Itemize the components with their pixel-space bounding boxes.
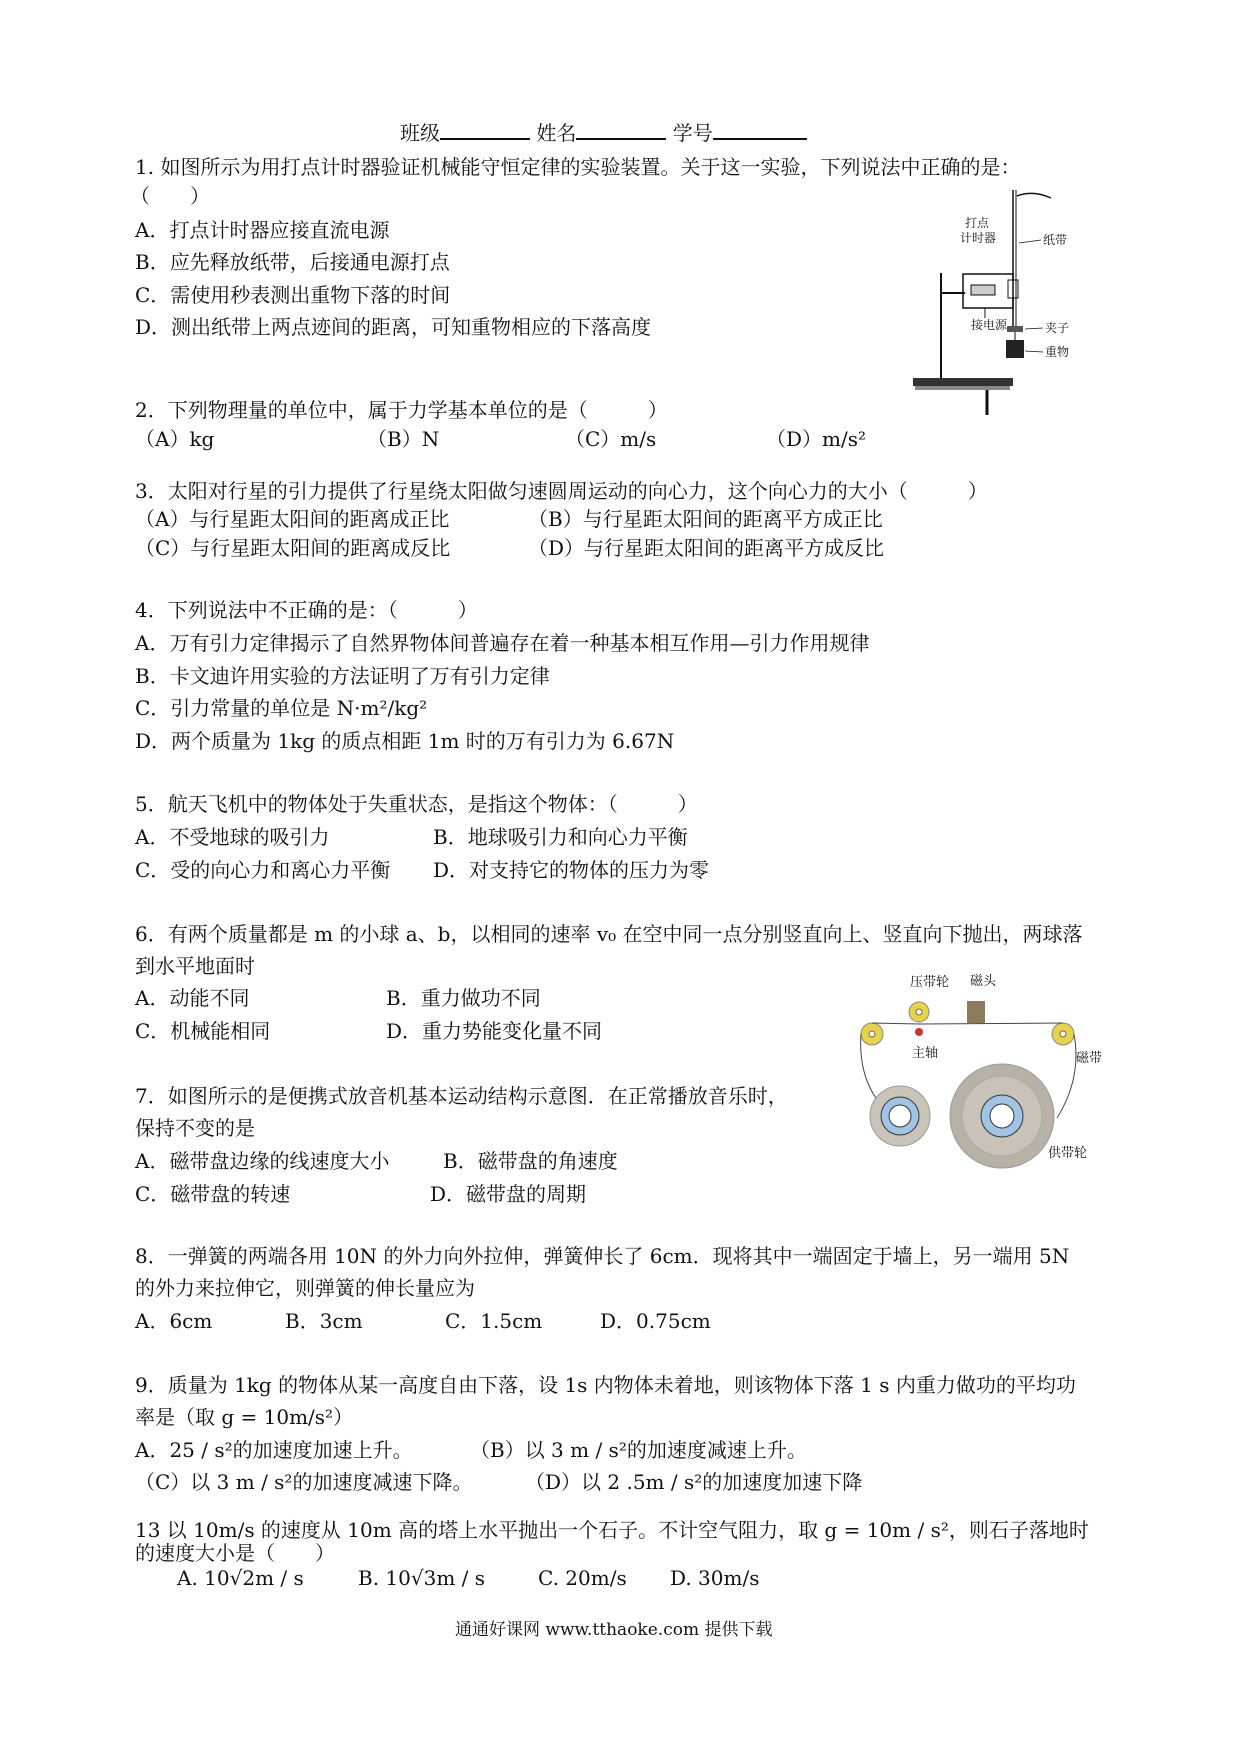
- q9-option-d: （D）以 2 .5m / s²的加速度加速下降: [525, 1470, 863, 1494]
- q8-option-a: A．6cm: [135, 1309, 213, 1333]
- q1-option-c: C．需使用秒表测出重物下落的时间: [135, 283, 451, 307]
- q1-stem: 1. 如图所示为用打点计时器验证机械能守恒定律的实验装置。关于这一实验，下列说法中正确的是：: [135, 155, 1021, 179]
- q6-stem-line-2: 到水平地面时: [135, 954, 255, 978]
- tape-head: [967, 1001, 985, 1023]
- q5-option-c: C．受的向心力和离心力平衡: [135, 858, 391, 882]
- q7-stem-line-2: 保持不变的是: [135, 1116, 255, 1140]
- class-blank[interactable]: [440, 120, 530, 140]
- q7-option-c: C．磁带盘的转速: [135, 1182, 291, 1206]
- q7-option-a: A．磁带盘边缘的线速度大小: [135, 1149, 390, 1173]
- q1-figure-ticker-timer: [905, 188, 1105, 418]
- base-plate: [913, 378, 1013, 386]
- q5-stem: 5．航天飞机中的物体处于失重状态，是指这个物体：（ ）: [135, 792, 698, 816]
- label-weight: 重物: [1045, 345, 1070, 359]
- q13-option-a: A. 10√2m / s: [177, 1566, 304, 1590]
- tape-path: [872, 1023, 1063, 1024]
- q8-option-d: D．0.75cm: [600, 1309, 711, 1333]
- hand: [1017, 193, 1051, 198]
- name-blank[interactable]: [576, 120, 666, 140]
- clip: [1007, 326, 1023, 332]
- q7-figure-cassette-mechanism: [852, 968, 1112, 1178]
- q5-option-b: B．地球吸引力和向心力平衡: [433, 825, 688, 849]
- header-line: [400, 120, 807, 145]
- q13-option-c: C. 20m/s: [538, 1566, 627, 1590]
- q13-stem-line-1: 13 以 10m/s 的速度从 10m 高的塔上水平抛出一个石子。不计空气阻力，取 g = 10m / s²，则石子落地时: [135, 1518, 1089, 1542]
- q1-paren: （ ）: [130, 184, 210, 208]
- label-power: 接电源: [971, 318, 1008, 332]
- label-pinch-roller: 压带轮: [910, 975, 950, 990]
- q2-option-b: （B）N: [367, 427, 440, 451]
- label-tape-head: 磁头: [970, 974, 997, 989]
- label-timer-2: 计时器: [960, 231, 997, 245]
- q8-stem-line-1: 8．一弹簧的两端各用 10N 的外力向外拉伸，弹簧伸长了 6cm．现将其中一端固定于墙上，另一端用 5N: [135, 1244, 1070, 1268]
- q13-option-b: B. 10√3m / s: [358, 1566, 486, 1590]
- q2-stem: 2．下列物理量的单位中，属于力学基本单位的是（ ）: [135, 398, 668, 422]
- q3-stem: 3．太阳对行星的引力提供了行星绕太阳做匀速圆周运动的向心力，这个向心力的大小（ ）: [135, 479, 988, 503]
- q9-option-b: （B）以 3 m / s²的加速度减速上升。: [470, 1438, 807, 1462]
- id-blank[interactable]: [713, 120, 807, 140]
- q4-stem: 4．下列说法中不正确的是：（ ）: [135, 598, 478, 622]
- label-clip: 夹子: [1045, 321, 1070, 335]
- label-tape: 纸带: [1043, 233, 1068, 247]
- class-label: 班级: [400, 121, 440, 145]
- q9-stem-line-1: 9．质量为 1kg 的物体从某一高度自由下落，设 1s 内物体未着地，则该物体下落 1 s 内重力做功的平均功: [135, 1373, 1076, 1397]
- q8-option-b: B．3cm: [285, 1309, 363, 1333]
- footer-text: 通通好课网 www.tthaoke.com 提供下载: [455, 1620, 773, 1640]
- id-label: 学号: [672, 121, 713, 145]
- q1-option-d: D．测出纸带上两点迹间的距离，可知重物相应的下落高度: [135, 315, 652, 339]
- q9-option-c: （C）以 3 m / s²的加速度减速下降。: [135, 1470, 473, 1494]
- q2-option-c: （C）m/s: [565, 427, 657, 451]
- q8-stem-line-2: 的外力来拉伸它，则弹簧的伸长量应为: [135, 1276, 475, 1300]
- q1-option-b: B．应先释放纸带，后接通电源打点: [135, 250, 450, 274]
- q3-option-a: （A）与行星距太阳间的距离成正比: [135, 507, 450, 531]
- label-supply-reel: 供带轮: [1048, 1146, 1088, 1161]
- q6-option-a: A．动能不同: [135, 986, 250, 1010]
- q5-option-d: D．对支持它的物体的压力为零: [433, 858, 710, 882]
- q9-stem-line-2: 率是（取 g = 10m/s²）: [135, 1405, 354, 1429]
- q13-stem-line-2: 的速度大小是（ ）: [135, 1541, 335, 1565]
- name-label: 姓名: [536, 121, 577, 145]
- q4-option-a: A．万有引力定律揭示了自然界物体间普遍存在着一种基本相互作用—引力作用规律: [135, 631, 870, 655]
- q6-stem-line-1: 6．有两个质量都是 m 的小球 a、b，以相同的速率 v₀ 在空中同一点分别竖直向上、竖直向下抛出，两球落: [135, 922, 1083, 946]
- q6-option-b: B．重力做功不同: [386, 986, 541, 1010]
- q1-option-a: A．打点计时器应接直流电源: [135, 218, 390, 242]
- q8-option-c: C．1.5cm: [445, 1309, 543, 1333]
- q5-option-a: A．不受地球的吸引力: [135, 825, 330, 849]
- q3-option-c: （C）与行星距太阳间的距离成反比: [135, 536, 451, 560]
- q7-option-d: D．磁带盘的周期: [430, 1182, 587, 1206]
- q4-option-b: B．卡文迪许用实验的方法证明了万有引力定律: [135, 664, 550, 688]
- q13-option-d: D. 30m/s: [670, 1566, 760, 1590]
- q6-option-c: C．机械能相同: [135, 1019, 271, 1043]
- q7-option-b: B．磁带盘的角速度: [443, 1149, 618, 1173]
- q9-option-a: A．25 / s²的加速度加速上升。: [135, 1438, 413, 1462]
- label-spindle: 主轴: [912, 1046, 939, 1061]
- label-timer-1: 打点: [965, 216, 990, 230]
- q2-option-a: （A）kg: [135, 427, 215, 451]
- q3-option-b: （B）与行星距太阳间的距离平方成正比: [528, 507, 883, 531]
- weight: [1006, 340, 1024, 358]
- label-tape: 磁带: [1076, 1051, 1103, 1066]
- q6-option-d: D．重力势能变化量不同: [386, 1019, 603, 1043]
- capstan: [915, 1028, 923, 1036]
- q7-stem-line-1: 7．如图所示的是便携式放音机基本运动结构示意图．在正常播放音乐时，: [135, 1084, 788, 1108]
- q4-option-d: D．两个质量为 1kg 的质点相距 1m 时的万有引力为 6.67N: [135, 729, 675, 753]
- q3-option-d: （D）与行星距太阳间的距离平方成反比: [528, 536, 885, 560]
- q2-option-d: （D）m/s²: [766, 427, 867, 451]
- q4-option-c: C．引力常量的单位是 N·m²/kg²: [135, 696, 428, 720]
